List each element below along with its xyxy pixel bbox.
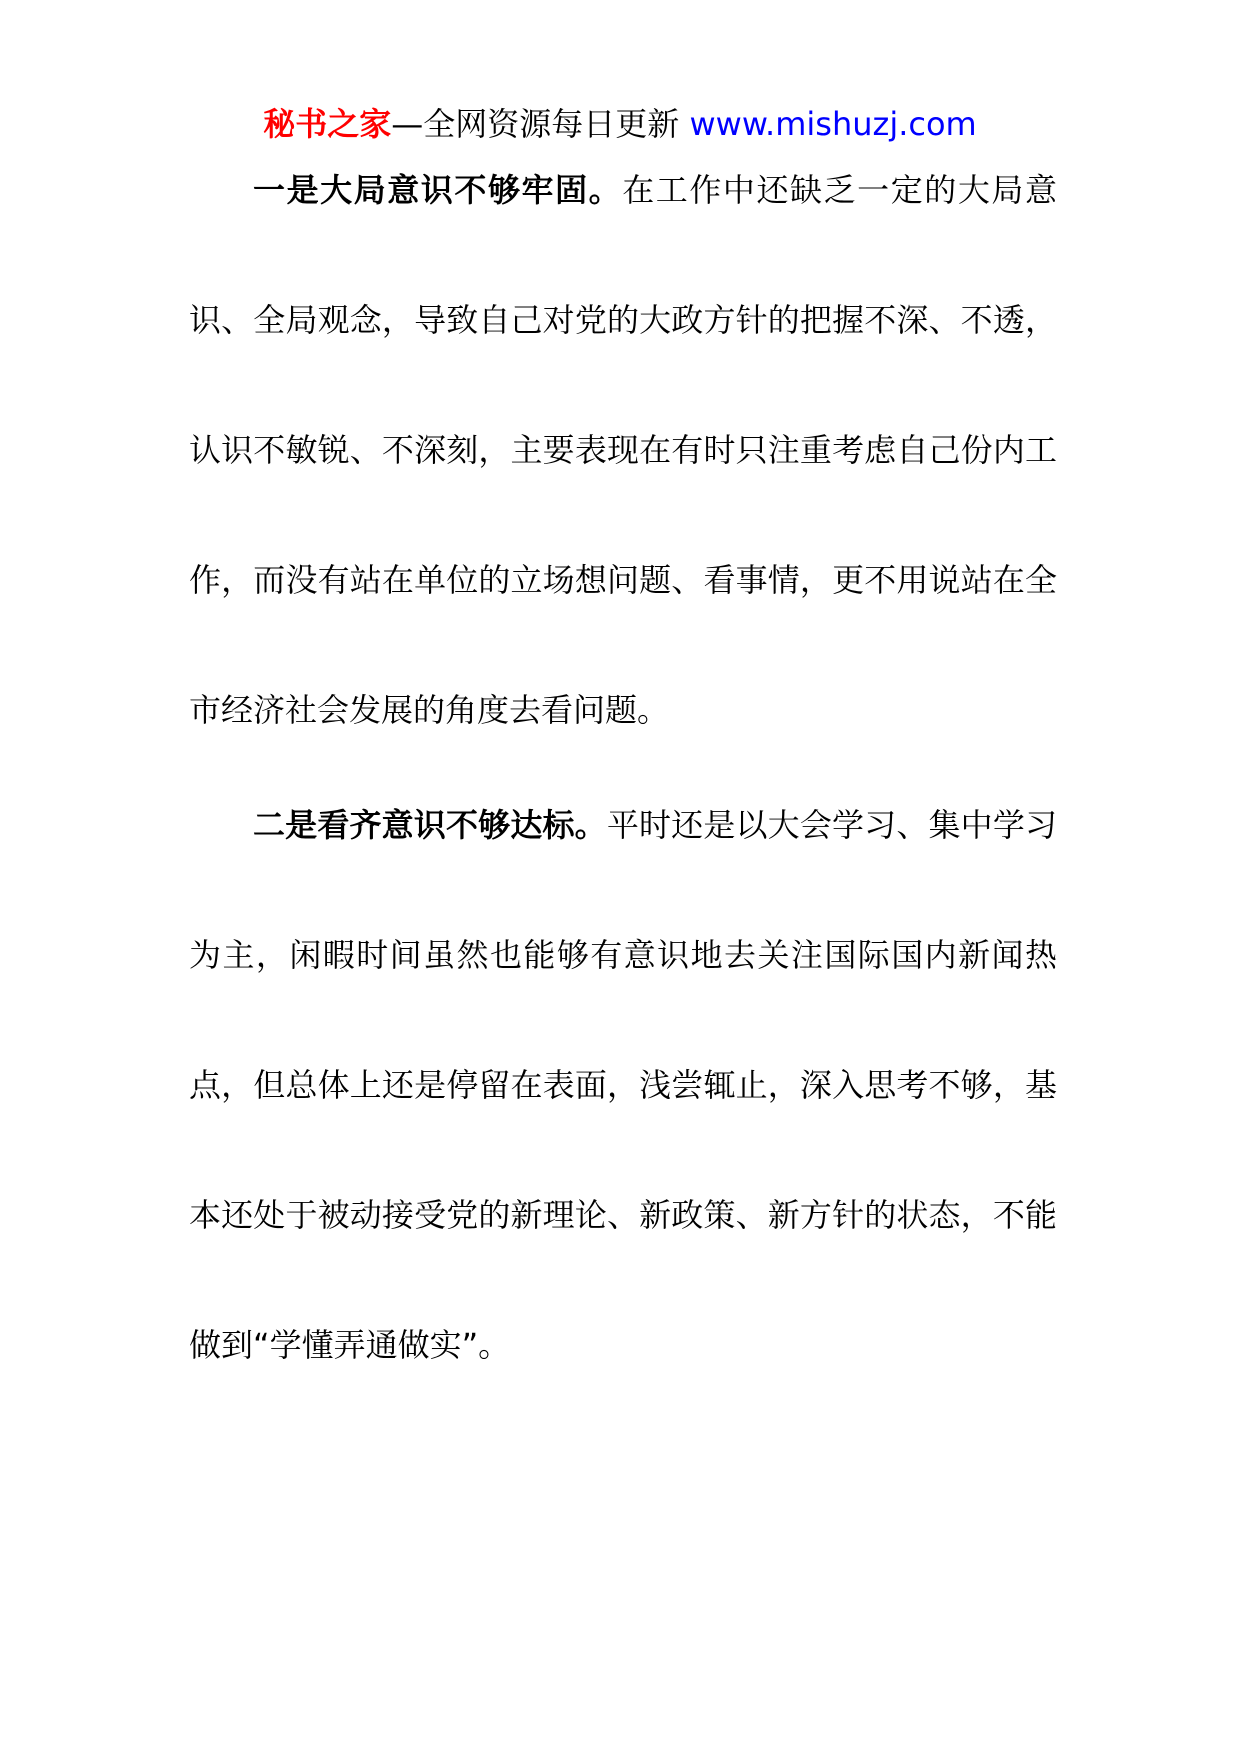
paragraph-2-lead: 二是看齐意识不够达标。	[253, 806, 607, 844]
paragraph-1-lead: 一是大局意识不够牢固。	[253, 171, 623, 209]
paragraph-1	[189, 125, 1057, 775]
paragraph-2-text: 平时还是以大会学习、集中学习为主，闲暇时间虽然也能够有意识地去关注国际国内新闻热点，但总体上还是停留在表面，浅尝辄止，深入思考不够，基本还处于被动接受党的新理论、新政策、新方针的状态，不能做到“学懂弄通做实”。	[189, 806, 1057, 1364]
header-tagline: —全网资源每日更新	[391, 105, 680, 143]
header-brand: 秘书之家	[263, 105, 392, 143]
paragraph-2	[189, 760, 1057, 1410]
header-url-link[interactable]: www.mishuzj.com	[689, 105, 977, 143]
paragraph-1-text: 在工作中还缺乏一定的大局意识、全局观念，导致自己对党的大政方针的把握不深、不透，认识不敏锐、不深刻，主要表现在有时只注重考虑自己份内工作，而没有站在单位的立场想问题、看事情，更不用说站在全市经济社会发展的角度去看问题。	[189, 171, 1057, 729]
